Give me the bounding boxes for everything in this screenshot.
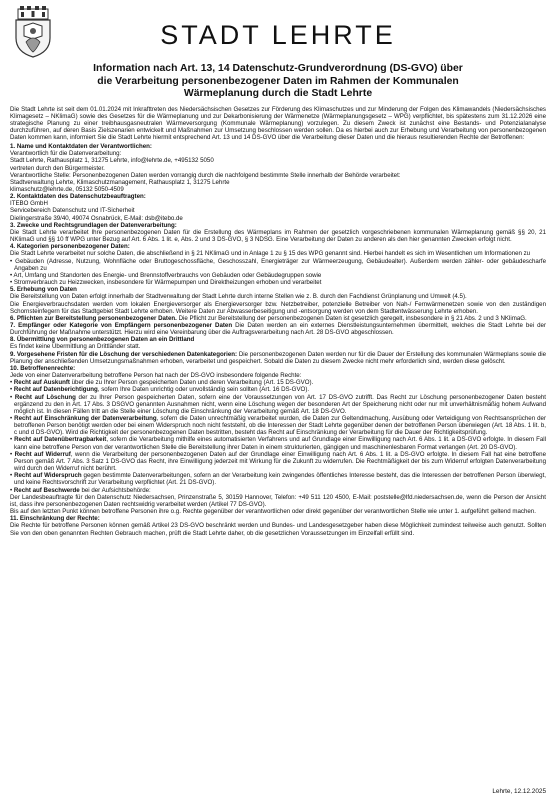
list-item: • Gebäuden (Adresse, Nutzung, Wohnfläche oder Bruttogeschossfläche, Geschosszahl, Energieträger zur Wärmeerzeugung, Gebäudealter). Außerdem werden zähler- oder gebäudescharfe Angaben zu xyxy=(10,257,546,272)
section-text: Es findet keine Übermittlung an Drittländer statt. xyxy=(10,343,141,351)
section-heading: 11. Einschränkung der Rechte: xyxy=(10,515,100,523)
section-text: Die Rechte für betroffene Personen können gemäß Artikel 23 DS-GVO beschränkt werden und Bundes- und Landesgesetzgeber haben diese Möglichkeit zumindest teilweise auch genutzt. Sollten Sie von den oben genannten Rechten Gebrauch machen, prüft die Stadt Lehrte daher, ob die gesetzlichen Voraussetzungen im Einzelfall erfüllt sind. xyxy=(10,522,546,537)
section-text: Die Energieverbrauchsdaten werden vom lokalen Energieversorger als Energieversorger bzw. Netzbetreiber, potenzielle Betreiber von Nah-/ Fernwärmenetzen sowie von den zuständigen Schornsteinfegern für das Stadtgebiet Stadt Lehrte erhoben. Weitere Daten zur Abwasserbeseitigung und -entsorgung werden von dem Stadtentwässerung Lehrte erhoben. xyxy=(10,300,546,315)
text-line: ITEBO GmbH xyxy=(10,200,48,208)
section-purposes xyxy=(10,222,546,243)
section-restrictions xyxy=(10,515,546,536)
section-third-country xyxy=(10,336,546,350)
section-text: Die Stadt Lehrte verarbeitet nur solche Daten, die abschließend in § 21 NKlimaG und in Anlage 1 zu § 15 des WPG genannt sind. Hierbei handelt es sich im Wesentlichen um Informationen zu xyxy=(10,250,531,258)
section-heading: 7. Empfänger oder Kategorie von Empfängern personenbezogener Daten xyxy=(10,321,233,329)
section-deletion xyxy=(10,351,546,365)
section-heading: 10. Betroffenenrechte: xyxy=(10,364,76,372)
section-collection xyxy=(10,286,546,315)
text-line: Verantwortlich für die Datenverarbeitung: xyxy=(10,150,122,158)
section-text: Bis auf den letzten Punkt können betroffene Personen ihre o.g. Rechte gegenüber der verantwortlichen oder direkt gegenüber der verantwortlichen Stelle wie unter 1. aufgeführt geltend machen. xyxy=(10,508,536,516)
list-item: • Recht auf Auskunft über die zu Ihrer Person gespeicherten Daten und deren Verarbeitung (Art. 15 DS-GVO). xyxy=(10,379,314,387)
text-line: klimaschutz@lehrte.de, 05132 5050-4509 xyxy=(10,186,124,193)
section-heading: 6. Pflichten zur Bereitstellung personenbezogener Daten. xyxy=(10,314,177,322)
section-heading: 8. Übermittlung von personenbezogenen Daten an ein Drittland xyxy=(10,336,195,344)
intro-paragraph: Die Stadt Lehrte ist seit dem 01.01.2024 mit Inkrafttreten des Niedersächsischen Gesetzes zur Förderung des Klimaschutzes und zur Minderung der Folgen des Klimawandels (Niedersächsisches Klimagesetz – NKlimaG) sowie des Gesetzes für die Wärmeplanung und zur Dekarbonisierung der Wärmenetze (Wärmeplanungsgesetz – WPG) verpflichtet, bis spätestens zum 31.12.2026 eine strategische Planung zu einer treibhausgasneutralen Wärmeversorgung (Kommunale Wärmeplanung) vorzulegen. Zu diesem Zweck ist zunächst eine Bestands- und Potenzialanalyse durchzuführen, auf deren Basis Zielszenarien entwickelt und Maßnahmen zur Umsetzung beschlossen werden sollen. Da es hierbei auch zur Erhebung und Verarbeitung von personenbezogenen Daten kommen kann, informiert Sie die Stadt Lehrte hiermit entsprechend Art. 13 und 14 DS-GVO über die Verarbeitung dieser Daten und die hieraus resultierenden Rechte der Betroffenen: xyxy=(10,105,546,142)
section-recipients xyxy=(10,322,546,336)
list-item: • Recht auf Datenübertragbarkeit, sofern die Verarbeitung mithilfe eines automatisierten Verfahrens und auf Grundlage einer Einwilligung nach Art. 6 Abs. 1 lit. a DS-GVO erfolgte. In diesem Fall kann eine betroffene Person von der verantwortlichen Stelle die Bereitstellung ihrer Daten in einem strukturierten, gängigen und maschinenlesbaren Format verlangen (Art. 20 DS-GVO). xyxy=(10,436,546,451)
text-line: vertreten durch den Bürgermeister. xyxy=(10,164,105,172)
section-heading: 5. Erhebung von Daten xyxy=(10,286,77,294)
title-line: Wärmeplanung durch die Stadt Lehrte xyxy=(183,88,373,100)
list-item: • Recht auf Datenberichtigung, sofern Ihre Daten unrichtig oder unvollständig sein sollten (Art. 16 DS-GVO). xyxy=(10,386,310,394)
list-item: • Stromverbrauch zu Heizzwecken, insbesondere für Wärmepumpen und Direktheizungen erhoben und verarbeitet xyxy=(10,279,322,287)
section-text: Die Bereitstellung von Daten erfolgt innerhalb der Stadtverwaltung der Stadt Lehrte durch interne Stellen wie z. B. durch den Fachdienst Grünplanung und Umwelt (4.5). xyxy=(10,293,467,301)
section-dpo xyxy=(10,193,546,222)
section-heading: 3. Zwecke und Rechtsgrundlagen der Datenverarbeitung: xyxy=(10,221,177,229)
section-text: 7. Empfänger oder Kategorie von Empfängern personenbezogener Daten Die Daten werden an ein externes Dienstleistungsunternehmen übermittelt, welches die Stadt Lehrte bei der Durchführung der Maßnahme unterstützt. Hierzu wird eine Vereinbarung über die Auftragsverarbeitung nach Art. 28 DS-GVO abgeschlossen. xyxy=(10,321,546,337)
list-item: • Art, Umfang und Standorten des Energie- und Brennstoffverbrauchs von Gebäuden oder Gebäudegruppen sowie xyxy=(10,271,322,279)
section-controller xyxy=(10,143,546,193)
title-line: die Verarbeitung personenbezogener Daten im Rahmen der Kommunalen xyxy=(97,75,459,87)
section-categories xyxy=(10,243,546,286)
text-line: Servicebereich Datenschutz und IT-Sicherheit xyxy=(10,207,135,215)
section-text: Der Landesbeauftragte für den Datenschutz Niedersachsen, Prinzenstraße 5, 30159 Hannover, Telefon: +49 511 120 4500, E-Mail: poststelle@lfd.niedersachsen.de, wenn die Person der Ansicht ist, dass ihre personenbezogenen Daten rechtswidrig verarbeitet werden (Artikel 77 DS-GVO). xyxy=(10,493,546,508)
header xyxy=(10,6,546,62)
section-heading: 2. Kontaktdaten des Datenschutzbeauftragten: xyxy=(10,193,146,201)
section-heading: 9. Vorgesehene Fristen für die Löschung der verschiedenen Datenkategorien: xyxy=(10,350,238,358)
text-line: Dielingerstraße 39/40, 49074 Osnabrück, E-Mail: dsb@itebo.de xyxy=(10,214,183,222)
text-line: Stadtverwaltung Lehrte, Klimaschutzmanagement, Rathausplatz 1, 31275 Lehrte xyxy=(10,178,230,186)
text-line: Verantwortliche Stelle: Personenbezogenen Daten werden vorrangig durch die nachfolgend bestimmte Stelle innerhalb der Behörde verarbeitet: xyxy=(10,171,401,179)
list-item: • Recht auf Löschung der zu Ihrer Person gespeicherten Daten, sofern eine der Voraussetzungen von Art. 17 DS-GVO zutrifft. Das Recht zur Löschung personenbezogener Daten besteht ergänzend zu den in Art. 17 Abs. 3 DSGVO genannten Ausnahmen nicht, wenn eine Löschung wegen der besonderen Art der Speicherung nicht oder nur mit unverhältnismäßig hohem Aufwand möglich ist. In diesen Fällen tritt an die Stelle einer Löschung die Einschränkung der Verarbeitung gemäß Art. 18 DS-GVO. xyxy=(10,393,546,415)
list-item: • Recht auf Beschwerde bei der Aufsichtsbehörde: xyxy=(10,486,151,494)
section-text: Die Stadt Lehrte verarbeitet Ihre personenbezogenen Daten für die Erstellung des Wärmeplans im Rahmen der gesetzlich vorgeschriebenen kommunalen Wärmeplanung gemäß §§ 20, 21 NKlimaG und §§ 10 ff WPG unter Bezug auf Art. 6 Abs. 1 lit. e, Abs. 2 und 3 DS-GVO, § 3 NDSG. Eine Verarbeitung der Daten zu anderen als den hier genannten Zwecken erfolgt nicht. xyxy=(10,228,546,244)
list-item: • Recht auf Einschränkung der Datenverarbeitung, sofern die Daten unrechtmäßig verarbeitet wurden, die Daten zur Geltendmachung, Ausübung oder Verteidigung von Rechtsansprüchen der betroffenen Person benötigt werden oder bei einem Widerspruch noch nicht feststeht, ob die Interessen der Stadt Lehrte gegenüber denen der betroffenen Person überwiegen (Art. 18 Abs. 1 lit. b, c und d DS-GVO). Wird die Richtigkeit der personenbezogenen Daten bestritten, besteht das Recht auf Einschränkung der Verarbeitung für die Dauer der Richtigkeitsprüfung. xyxy=(10,415,547,437)
section-heading: 4. Kategorien personenbezogener Daten: xyxy=(10,243,130,251)
section-rights xyxy=(10,365,546,515)
footer-date: Lehrte, 12.12.2025 xyxy=(492,788,546,795)
section-text: 9. Vorgesehene Fristen für die Löschung der verschiedenen Datenkategorien: Die personenbezogenen Daten werden nur für die Dauer der Erstellung des kommunalen Wärmeplans sowie die Planung der anschließenden Umsetzungsmaßnahmen erhoben, verarbeitet und gespeichert. Sobald die Daten zu diesem Zwecke nicht mehr erforderlich sind, werden diese gelöscht. xyxy=(10,350,547,365)
section-heading: 1. Name und Kontaktdaten der Verantwortlichen: xyxy=(10,143,152,151)
section-text: Jede von einer Datenverarbeitung betroffene Person hat nach der DS-GVO insbesondere folgende Rechte: xyxy=(10,372,302,380)
page-title xyxy=(10,63,546,101)
city-name: STADT LEHRTE xyxy=(160,20,396,50)
section-obligations xyxy=(10,315,546,322)
title-line: Information nach Art. 13, 14 Datenschutz-Grundverordnung (DS-GVO) über xyxy=(93,63,463,74)
text-line: Stadt Lehrte, Rathausplatz 1, 31275 Lehrte, info@lehrte.de, +495132 5050 xyxy=(10,157,214,165)
list-item: • Recht auf Widerruf, wenn die Verarbeitung der personenbezogenen Daten auf der Grundlage einer Einwilligung nach Art. 6 Abs. 1 lit. a DS-GVO erfolgte. In diesem Fall hat eine betroffene Person gemäß Art. 7 Abs. 3 Satz 1 DS-GVO das Recht, ihre Einwilligung jederzeit mit Wirkung für die Zukunft zu widerrufen. Die Rechtmäßigkeit der bis zum Widerruf erfolgten Datenverarbeitung wird durch den Widerruf nicht berührt. xyxy=(10,450,547,473)
list-item: • Recht auf Widerspruch gegen bestimmte Datenverarbeitungen, sofern an der Verarbeitung kein zwingendes öffentliches Interesse besteht, das die Interessen der betroffenen Person überwiegt, und keine Rechtsvorschrift zur Verarbeitung verpflichtet (Art. 21 DS-GVO). xyxy=(10,472,546,487)
section-text: 6. Pflichten zur Bereitstellung personenbezogener Daten. Die Pflicht zur Bereitstellung der personenbezogenen Daten ist gesetzlich geregelt, insbesondere in § 21 Abs. 2 und 3 NKlimaG. xyxy=(10,314,527,322)
